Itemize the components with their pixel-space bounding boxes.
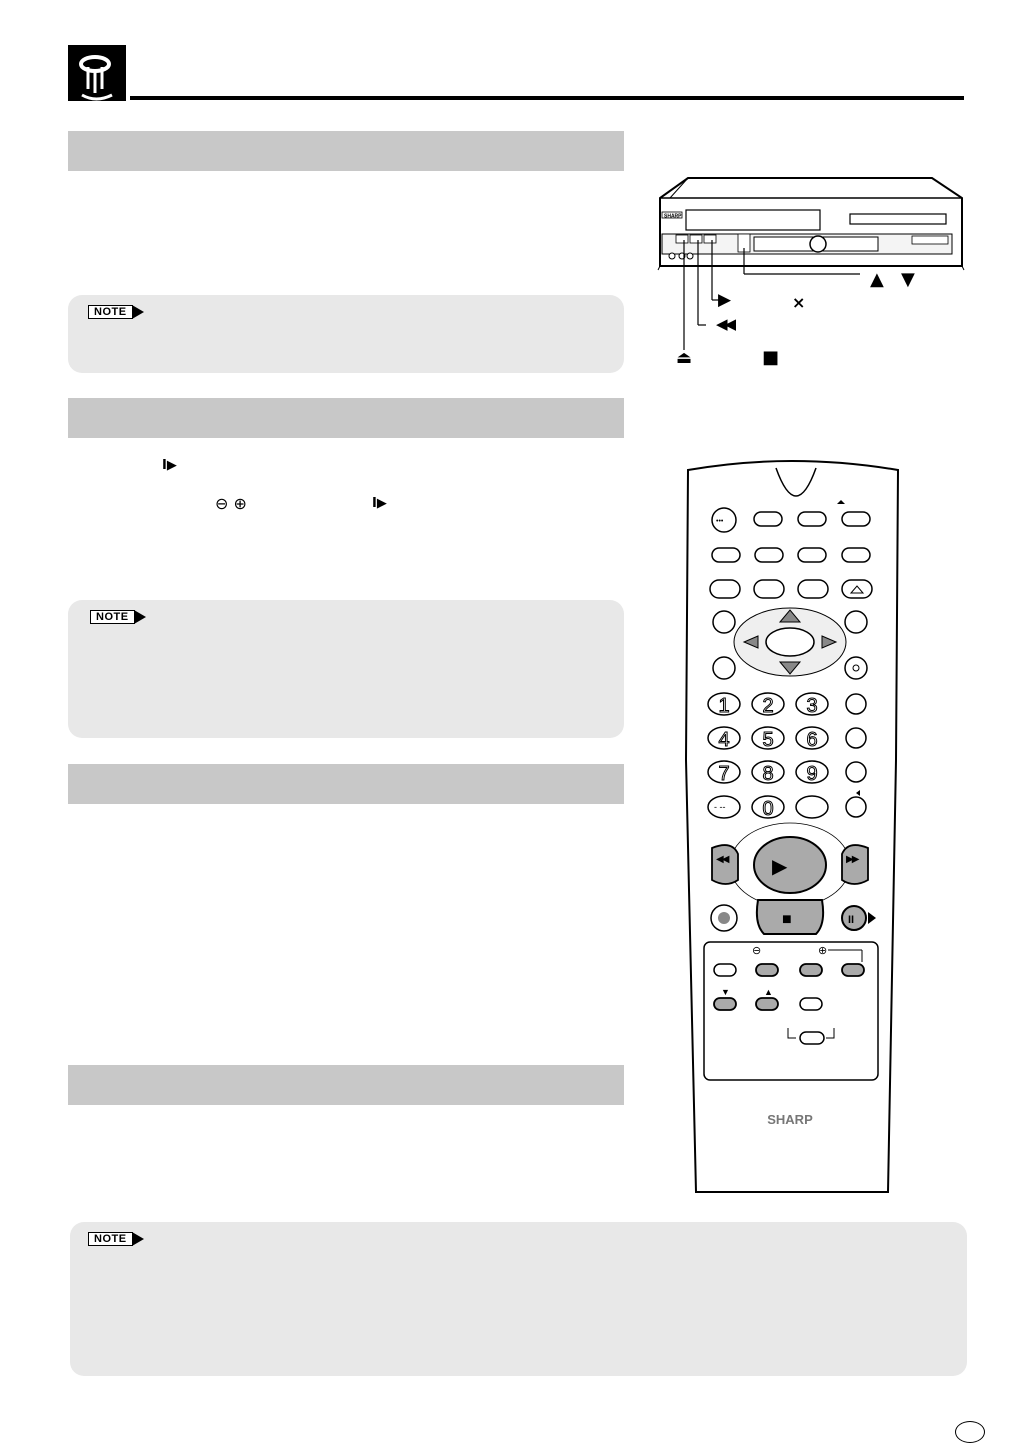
page-number-badge [955, 1421, 985, 1443]
section-bar-3 [68, 764, 624, 804]
digit-3: 3 [806, 695, 818, 717]
remote-control [676, 460, 906, 1200]
note-box-2 [68, 600, 624, 738]
section-bar-4 [68, 1065, 624, 1105]
digit-8: 8 [762, 763, 774, 785]
section-bar-2 [68, 398, 624, 438]
dots-label: ••• [716, 518, 724, 525]
stop-glyph: ■ [782, 911, 792, 928]
vcr-times-icon: × [792, 293, 806, 312]
plus-sym: ⊕ [818, 945, 828, 957]
vcr-brand: SHARP [664, 213, 682, 220]
dash-key-label: - -- [714, 802, 726, 812]
hand-pointer-icon [68, 45, 126, 101]
step-play-icon: I▶ [162, 458, 177, 473]
digit-0: 0 [762, 798, 774, 820]
header-rule [130, 96, 964, 100]
digit-2: 2 [762, 695, 774, 717]
vcr-illustration [650, 170, 980, 370]
vcr-down-icon: ▼ [901, 269, 915, 290]
note-label: NOTE [88, 1232, 133, 1246]
step-play-icon-2: I▶ [372, 496, 387, 511]
section-bar-1 [68, 131, 624, 171]
play-glyph: ▶ [772, 856, 788, 878]
note-box-1 [68, 295, 624, 373]
vcr-stop-icon: ■ [762, 347, 780, 368]
digit-4: 4 [718, 729, 730, 751]
pause-glyph: II [848, 914, 855, 926]
note-tag-1 [88, 305, 144, 319]
vcr-rewind-icon: ◀◀ [716, 315, 734, 333]
remote-brand: SHARP [767, 1112, 813, 1127]
ff-glyph: ▶▶ [846, 854, 858, 865]
digit-5: 5 [762, 729, 774, 751]
vcr-eject-icon: ⏏ [676, 348, 693, 368]
digit-1: 1 [718, 695, 730, 717]
digit-9: 9 [806, 763, 818, 785]
minus-sym: ⊖ [752, 945, 762, 957]
ch-up-label: ▲ [764, 987, 773, 997]
note-box-3 [70, 1222, 967, 1376]
vcr-play-icon: ▶ [718, 290, 732, 310]
note-label: NOTE [90, 610, 135, 624]
minus-plus-icon: ⊖ ⊕ [215, 494, 247, 513]
vcr-up-icon: ▲ [870, 269, 884, 290]
digit-7: 7 [718, 763, 730, 785]
ch-down-label: ▼ [721, 987, 730, 997]
rew-glyph: ◀◀ [716, 854, 728, 865]
note-tag-2 [90, 610, 146, 624]
digit-6: 6 [806, 729, 818, 751]
note-tag-3 [88, 1232, 144, 1246]
note-label: NOTE [88, 305, 133, 319]
